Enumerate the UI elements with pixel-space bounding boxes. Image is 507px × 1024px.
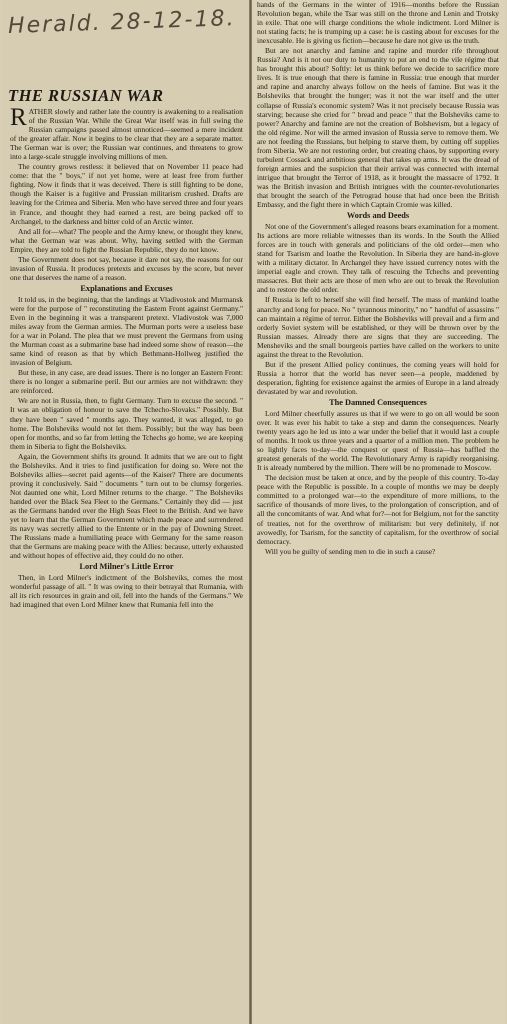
subheading-explanations: Explanations and Excuses <box>80 283 173 293</box>
paragraph: Again, the Government shifts its ground. It admits that we are out to fight the Bolsheviks. And it tries to find justification for doing so. Were not the Bolsheviks allies—secret paid agents—of the Kaiser? There are documents proving it conclusively. Said " documents " turn out to be clumsy forgeries. Not daunted one whit, Lord Milner returns to the charge. " The Bolsheviks handed over the Black Sea Fleet to the Germans." Certainly they did — just as the Germans handed over the High Seas Fleet to the British. And we have yet to learn that the German Government which made peace and surrendered its navy was secretly allied to the Entente or in the pay of Downing Street. The Russians made a humiliating peace with Germany for the same reason that the Germans are making peace with the Allies: because, utterly exhausted and without hopes of effective aid, they could do no other. <box>10 451 243 561</box>
paragraph: Lord Milner cheerfully assures us that if we were to go on all would be soon over. It was ever his habit to take a step and damn the consequences. Nearly twenty years ago he led us into a war under the belief that it would last a couple of months. It took us three years and a quarter of a million men. The problem he so lightly faces to-day—the conquest or quest of Russia—has baffled the greatest generals of the world. The Revolutionary Army is rapidly reorganising. It is already numbered by the million. There will be no promenade to Moscow. <box>257 408 499 473</box>
paragraph: If Russia is left to herself she will find herself. The mass of mankind loathe anarchy and long for peace. No " tyrannous minority," no " handful of assassins " can maintain a régime of terror. Either the Bolsheviks will prevail and a firm and orderly Soviet system will be established, or they will be thrown over by the Russian masses. Already there are signs that they are succeeding. The Mensheviks and the small bourgeois parties have called on the workers to unite against the threat to the Revolution. <box>257 295 499 359</box>
paragraph: It told us, in the beginning, that the landings at Vladivostok and Murmansk were for the purpose of " reconstituting the Eastern Front against Germany." Even in the beginning it was a transparent pretext. Vladivostok was 7,000 miles away from the German armies. The Murman ports were a useless base for a war in Poland. The plea that we must prevent the Germans from using the Murman coast as a submarine base had indeed some show of reason—the same kind of reason as that by which Bethmann-Hollweg justified the invasion of Belgium. <box>10 294 243 368</box>
subheading-milner: Lord Milner's Little Error <box>79 562 174 572</box>
article-body-right <box>252 0 505 556</box>
right-column <box>252 0 505 1024</box>
paragraph: But these, in any case, are dead issues. There is no longer an Eastern Front: there is no longer a submarine peril. But our armies are not withdrawn: they are reinforced. <box>10 368 243 396</box>
paragraph: We are not in Russia, then, to fight Germany. Turn to excuse the second. " It was an obligation of honour to save the Tchecho-Slovaks." Possibly. But they have been " saved " months ago. They wanted, it was alleged, to go home. The Bolsheviks would not let them. Possibly; but the way has been open for months, and so far from letting the Tchechs go home, we are keeping them in Siberia to fight the Bolsheviks. <box>10 396 243 451</box>
paragraph: Not one of the Government's alleged reasons bears examination for a moment. Its actions are more reliable witnesses than its words. In the South the Allied forces are in touch with generals and politicians of the old order—men who stand for Tsarism and loathe the Revolution. In Siberia they are hand-in-glove with a military dictator. In Archangel they have issued currency notes with the imperial eagle and crown. They talk of rescuing the Tchechs and preventing massacres. But their acts are those of men who are out to break the Revolution and to restore the old order. <box>257 222 499 295</box>
handwritten-date <box>2 0 249 86</box>
drop-cap: R <box>10 104 27 131</box>
paragraph: But if the present Allied policy continues, the coming years will hold for Russia a horror that the world has never seen—a people, maddened by desperation, fighting for existence against the armies of Europe in a land already devastated by war and revolution. <box>257 359 499 396</box>
paragraph: And all for—what? The people and the Army knew, or thought they knew, what the German war was about. Why, having settled with the German Empire, they are told to fight the Russian Republic, they do not know. <box>10 226 243 254</box>
headline: THE RUSSIAN WAR <box>8 86 164 105</box>
paragraph: The Government does not say, because it dare not say, the reasons for our invasion of Russia. It produces pretexts and excuses by the score, but never one that deserves the name of a reason. <box>10 254 243 282</box>
lead-text: ATHER slowly and rather late the country is awakening to a realisation of the Russian War. While the Great War itself was in full swing the Russian campaigns passed almost unnoticed—seemed a mere incident of the greater affair. Now it begins to be clear that they are a separate matter. The German war is over; the Russian war continues, and threatens to grow into a large-scale struggle involving millions of men. <box>10 107 243 162</box>
paragraph: But are not anarchy and famine and rapine and murder rife throughout Russia? And is it not our duty to humanity to put an end to the vile régime that has brought this about? Softly: let us think before we decide to sacrifice more lives. It is true enough that there is famine in Russia: true enough that murder and rapine and anarchy always follow on the heels of famine. But was it the Bolsheviks that brought the hunger; was it not the war itself and the utter collapse of Russia's economic system? Was it not precisely because Russia was starving; because she cried for " bread and peace " that the Bolsheviks came to power? Anarchy and famine are not the creation of Bolshevism, but a legacy of the old régime. Nor will the armed invasion of Russia serve to remove them. We are not feeding the Russians, but helping to starve them, by cutting off supplies from Siberia. We are not restoring order, but creating chaos, by supporting every turbulent Cossack and ambitious general that takes up arms. It was the dread of foreign armies and the suspicion that their arrival was connected with internal intrigue that brought the Terror of 1918, as it brought the massacre of 1792. It was the British invasion and British intrigues with the counter-revolutionaries that brought the search of the Petrograd house that had once been the British Embassy, and the fight there in which Captain Cromie was killed. <box>257 46 499 210</box>
left-column <box>2 0 249 1024</box>
paragraph-continued: hands of the Germans in the winter of 1916—months before the Russian Revolution began, while the Tsar was still on the throne and Lenin and Trotsky in exile. That one will charge conditions the whole indictment. Lord Milner is not stating facts; he is trumping up a case: he is casting about for excuses for the inexcusable. He is giving us fiction—because he dare not give us the truth. <box>257 0 499 46</box>
paragraph: The decision must be taken at once, and by the people of this country. To-day peace with the Republic is possible. In a couple of months we may be deeply committed to a prolonged war—to the expenditure of more millions, to the sacrifice of thousands of more lives, to the prolongation of conscription, and of all the concomitants of war. And what for?—not for Belgium, not for the sanctity of treaties, not for the overthrow of militarism: but very definitely, if not avowedly, for Tsarism, for the sanctity of capitalism, for the overthrow of social democracy. <box>257 473 499 546</box>
subheading-words-deeds: Words and Deeds <box>346 211 410 221</box>
paragraph: The country grows restless: it believed that on November 11 peace had come: that the " boys," if not yet home, were at least free from further fighting. Now it finds that it was deceived. There is still fighting to be done, though the Kaiser is a fugitive and Prussian militarism crushed. Drafts are leaving for the Crimea and Siberia. Men who have served three and four years in France, and thought they had earned a rest, are being packed off to Archangel, to the darkness and bitter cold of an Arctic winter. <box>10 162 243 226</box>
paragraph: Will you be guilty of sending men to die in such a cause? <box>265 546 436 556</box>
paragraph: Then, in Lord Milner's indictment of the Bolsheviks, comes the most wonderful passage of all. " It was owing to their betrayal that Rumania, with all its rich resources in grain and oil, fell into the hands of the Germans." We had imagined that even Lord Milner knew that Rumania fell into the <box>10 573 243 610</box>
article-body-left <box>2 104 249 610</box>
subheading-damned-consequences: The Damned Consequences <box>329 397 427 407</box>
lead-paragraph <box>10 104 243 162</box>
date-stamp: Herald. 28-12-18. <box>7 6 236 39</box>
